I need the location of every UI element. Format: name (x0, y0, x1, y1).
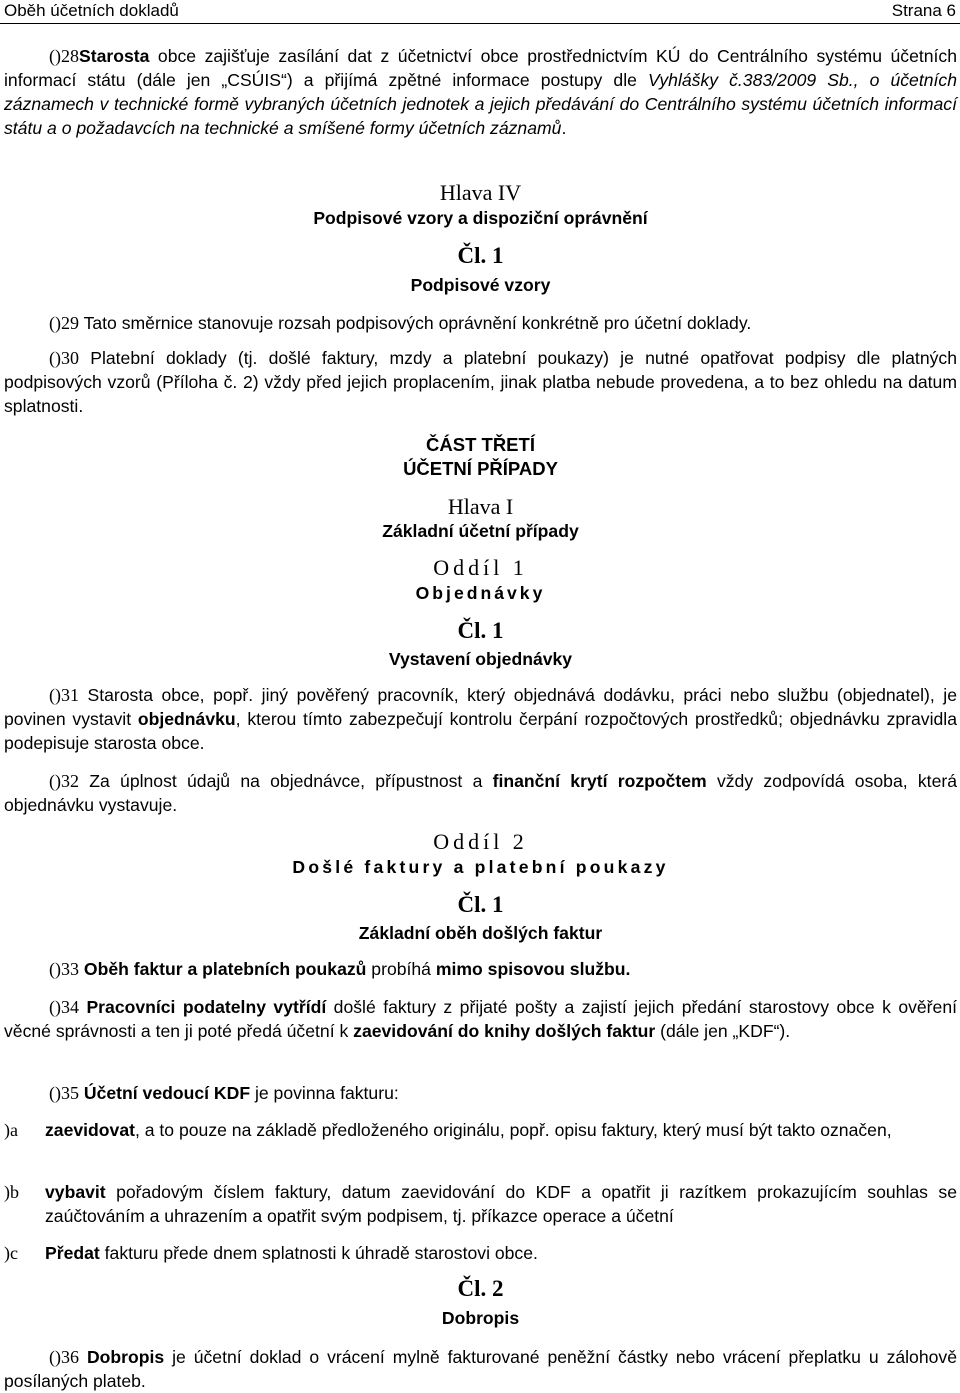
article-title: Základní oběh došlých faktur (358, 923, 603, 943)
paragraph-36 (4, 1345, 957, 1393)
paragraph-text: je účetní doklad o vrácení mylně fakturované peněžní částky nebo vrácení přeplatku u zálohově posílaných plateb. (4, 1347, 957, 1391)
paragraph-number: ()36 (49, 1347, 79, 1367)
bold-text: Oběh faktur a platebních poukazů (79, 959, 367, 979)
section-title: Objednávky (415, 583, 546, 603)
paragraph-33 (4, 957, 957, 981)
paragraph-text: došlé faktury z přijaté pošty a zajistí jejich předání starostovy obce k ověření věcné správnosti a ten ji poté předá účetní k (4, 997, 957, 1041)
bold-text: finanční krytí rozpočtem (492, 771, 707, 791)
bold-text: objednávku (137, 709, 236, 729)
list-item-a (4, 1118, 957, 1142)
article-heading: Čl. 1 (457, 892, 504, 917)
paragraph-number: ()30 (49, 348, 79, 368)
paragraph-text: obce zajišťuje zasílání dat z účetnictví obce prostřednictvím KÚ do Centrálního systému účetních informací státu (dále jen „CSÚIS“) a přijímá zpětné informace postupy dle (4, 46, 957, 90)
paragraph-number: ()31 (49, 685, 79, 705)
part-heading: ČÁST TŘETÍ (426, 434, 535, 455)
bold-text: Dobropis (79, 1347, 165, 1367)
list-item-b (4, 1180, 957, 1228)
paragraph-number: ()33 (49, 959, 79, 979)
list-text: , a to pouze na základě předloženého originálu, popř. opisu faktury, který musí být takto označen, (134, 1120, 892, 1140)
chapter-title: Základní účetní případy (382, 521, 579, 541)
list-item-c (4, 1241, 957, 1265)
bold-text: zaevidování do knihy došlých faktur (353, 1021, 656, 1041)
chapter-heading: Hlava IV (439, 180, 522, 205)
bold-text: Předat (45, 1243, 100, 1263)
list-text: pořadovým číslem faktury, datum zaevidování do KDF a opatřit ji razítkem prokazujícím souhlas se zaúčtováním a uhrazením a opatřit svým podpisem, tj. příkazce operace a účetní (45, 1182, 957, 1226)
paragraph-text: . (561, 118, 567, 138)
paragraph-31 (4, 683, 957, 755)
paragraph-text: je povinna fakturu: (250, 1083, 399, 1103)
article-title: Dobropis (441, 1308, 520, 1328)
bold-text: Starosta (79, 46, 150, 66)
article-heading: Čl. 1 (457, 618, 504, 643)
paragraph-30 (4, 346, 957, 418)
list-text: fakturu přede dnem splatnosti k úhradě starostovi obce. (99, 1243, 538, 1263)
paragraph-text: Starosta obce, popř. jiný pověřený pracovník, který objednává dodávku, práci nebo službu (objednatel), je povinen vystavit (4, 685, 957, 729)
article-title: Podpisové vzory (410, 275, 551, 295)
section-heading: Oddíl 2 (433, 829, 528, 854)
paragraph-number: ()32 (49, 771, 79, 791)
paragraph-number: ()34 (49, 997, 79, 1017)
paragraph-34 (4, 995, 957, 1043)
header-title: Oběh účetních dokladů (4, 1, 179, 20)
paragraph-29 (4, 311, 957, 335)
bold-text: Účetní vedoucí KDF (79, 1083, 251, 1103)
paragraph-text: (dále jen „KDF“). (655, 1021, 791, 1041)
paragraph-32 (4, 769, 957, 817)
chapter-title: Podpisové vzory a dispoziční oprávnění (313, 208, 648, 228)
list-marker: )a (4, 1120, 18, 1140)
bold-text: vybavit (45, 1182, 106, 1202)
paragraph-text: Platební doklady (tj. došlé faktury, mzdy a platební poukazy) je nutné opatřovat podpisy dle platných podpisových vzorů (Příloha č. 2) vždy před jejich proplacením, jinak platba nebude provedena, a to bez ohledu na datum splatnosti. (4, 348, 957, 416)
part-title: ÚČETNÍ PŘÍPADY (403, 458, 558, 479)
paragraph-text: Za úplnost údajů na objednávce, přípustnost a (79, 771, 493, 791)
section-title: Došlé faktury a platební poukazy (292, 857, 669, 877)
article-title: Vystavení objednávky (388, 649, 573, 669)
paragraph-28 (4, 44, 957, 140)
list-marker: )c (4, 1243, 18, 1263)
paragraph-35 (4, 1081, 957, 1105)
list-marker: )b (4, 1182, 19, 1202)
paragraph-text: , kterou tímto zabezpečují kontrolu čerpání rozpočtových prostředků; objednávku zpravidla podepisuje starosta obce. (4, 709, 957, 753)
article-heading: Čl. 1 (457, 243, 504, 268)
section-heading: Oddíl 1 (433, 555, 528, 580)
page-number: Strana 6 (891, 1, 956, 20)
bold-text: mimo spisovou službu. (435, 959, 631, 979)
paragraph-text: probíhá (366, 959, 436, 979)
paragraph-number: ()35 (49, 1083, 79, 1103)
bold-text: zaevidovat (45, 1120, 135, 1140)
article-heading: Čl. 2 (457, 1276, 504, 1301)
paragraph-number: ()28 (49, 46, 79, 66)
chapter-heading: Hlava I (447, 494, 514, 519)
italic-reference: Vyhlášky č.383/2009 Sb., o účetních záznamech v technické formě vybraných účetních jednotek a jejich předávání do Centrálního systému účetních informací státu a o požadavcích na technické a smíšené formy účetních záznamů (4, 70, 957, 138)
page-header (0, 0, 960, 24)
paragraph-number: ()29 (49, 313, 79, 333)
bold-text: Pracovníci podatelny vytřídí (79, 997, 327, 1017)
paragraph-text: vždy zodpovídá osoba, která objednávku vystavuje. (4, 771, 957, 815)
paragraph-text: Tato směrnice stanovuje rozsah podpisových oprávnění konkrétně pro účetní doklady. (79, 313, 752, 333)
